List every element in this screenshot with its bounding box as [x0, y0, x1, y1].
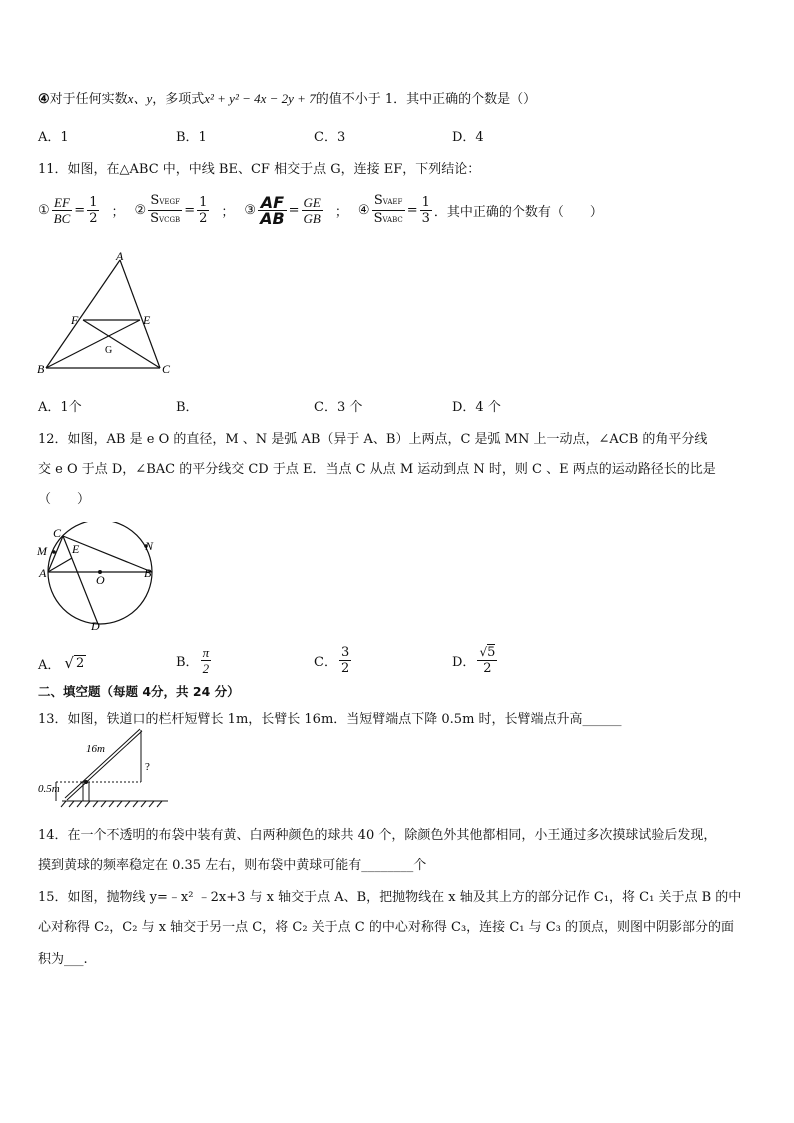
q10-option-d: D．4	[452, 130, 484, 145]
q12-option-c-frac: $\frac{3}{2}$	[340, 644, 350, 676]
bisector-ae	[48, 558, 72, 572]
q11-tail: ．其中正确的个数有（ ）	[433, 204, 603, 220]
point-m	[52, 550, 56, 554]
label-e: E	[143, 313, 151, 327]
chord-ca	[48, 536, 63, 572]
label-n: N	[145, 539, 154, 553]
label-d: D	[91, 619, 100, 633]
q10-option-b: B．1	[176, 130, 207, 145]
q11-c1-mark: ①	[38, 202, 50, 218]
q10-option-a: A．1	[38, 130, 69, 145]
q12-option-a	[38, 648, 86, 678]
bar-top	[67, 731, 142, 800]
label-a: A	[116, 249, 124, 263]
q11-option-c: C．3 个	[314, 400, 363, 415]
q10-stmt4-poly: x² + y² − 4x − 2y + 7	[204, 91, 316, 106]
q11-c4-frac: $\frac{\text{SVAEF}}{\text{SVABC}}$	[373, 192, 403, 226]
q11-stem: 11．如图，在△ABC 中，中线 BE、CF 相交于点 G，连接 EF，下列结论：	[38, 162, 481, 177]
label-f: F	[71, 313, 79, 327]
q11-c3-frac: $\frac{AF}{AB}$	[260, 192, 285, 228]
q12-circle-figure	[34, 522, 174, 634]
label-0-5m: 0.5m	[38, 783, 60, 795]
q15-line-3: 积为___.	[38, 952, 88, 967]
q14-line-1: 14．在一个不透明的布袋中装有黄、白两种颜色的球共 40 个，除颜色外其他都相同，小王通过多次摸球试验后发现，	[38, 828, 717, 843]
q11-option-d: D．4 个	[452, 400, 501, 415]
median-be	[46, 320, 140, 368]
median-cf	[83, 320, 160, 368]
q11-option-a: A．1个	[38, 400, 82, 415]
q12-option-c-label: C．	[314, 654, 337, 670]
q11-c2-ratio: $\frac{1}{2}$	[199, 194, 208, 226]
q10-stmt4-number: ④	[38, 92, 50, 107]
section-2-heading: 二、填空题（每题 4分，共 24 分）	[38, 684, 240, 699]
q12-option-d-frac: $\frac{√5}{2}$	[479, 644, 496, 676]
q11-sep-1: ；	[111, 204, 125, 220]
q12-option-b	[176, 640, 213, 680]
q11-sep-2: ；	[221, 204, 235, 220]
q15-line-2: 心对称得 C₂，C₂ 与 x 轴交于另一点 C，将 C₂ 关于点 C 的中心对称得 C₃，连接 C₁ 与 C₃ 的顶点，则图中阴影部分的面	[38, 920, 735, 935]
q11-c3-ratio: $\frac{GE}{GB}$	[303, 194, 321, 226]
q10-stmt4-pre: 对于任何实数	[49, 92, 128, 107]
label-b: B	[37, 362, 45, 376]
label-e: E	[72, 542, 80, 556]
q10-stmt4-post: 的值不小于 1．其中正确的个数是（）	[315, 92, 537, 107]
label-b: B	[144, 566, 152, 580]
q10-stmt4-mid: ，多项式	[152, 92, 205, 107]
q12-line-1: 12．如图，AB 是 e O 的直径，M 、N 是弧 AB（异于 A、B）上两点，C 是弧 MN 上一动点，∠ACB 的角平分线	[38, 432, 708, 447]
q10-statement-4	[38, 88, 536, 107]
label-c: C	[53, 526, 62, 540]
q15-line-1: 15．如图，抛物线 y=﹣x² ﹣2x+3 与 x 轴交于点 A、B，把抛物线在 x 轴及其上方的部分记作 C₁，将 C₁ 关于点 B 的中	[38, 890, 742, 905]
label-question: ?	[145, 761, 150, 773]
q11-conclusions: ① $\frac{EF}{BC}$ = $\frac{1}{2}$ ； ② $\frac{\text{SVEGF}}{\text{SVCGB}}$ = $\frac{1}{2}$ ； ③ $\frac{AF}{AB}$ = $\frac{GE}{GB}$ ； ④ $\frac{\text{SVAEF}}{\text{SVABC}}$ = $\frac{1}{3}$ ．其中正确的个数有（ ）	[38, 192, 603, 228]
label-c: C	[162, 362, 171, 376]
q14-line-2: 摸到黄球的频率稳定在 0.35 左右，则布袋中黄球可能有________个	[38, 858, 427, 873]
q11-c2-frac: $\frac{\text{SVEGF}}{\text{SVCGB}}$	[150, 192, 181, 226]
ground-hatch	[61, 801, 162, 807]
label-g: G	[105, 345, 113, 356]
label-o: O	[96, 573, 105, 587]
q11-c4-mark: ④	[357, 202, 370, 218]
q12-option-c	[314, 640, 353, 680]
sqrt-symbol: √	[64, 654, 74, 672]
q12-line-3: （ ）	[38, 492, 91, 507]
q12-option-a-label: A．	[38, 657, 61, 673]
q11-c3-mark: ③	[244, 202, 257, 218]
q12-option-d-label: D．	[452, 654, 476, 670]
q11-sep-3: ；	[334, 204, 348, 220]
label-a: A	[39, 566, 47, 580]
q11-c4-ratio: $\frac{1}{3}$	[421, 194, 430, 226]
q11-c1-frac: $\frac{EF}{BC}$	[53, 194, 71, 226]
q11-option-b: B．	[176, 400, 199, 415]
q12-line-2: 交 e O 于点 D，∠BAC 的平分线交 CD 于点 E．当点 C 从点 M 运动到点 N 时，则 C 、E 两点的运动路径长的比是	[38, 462, 716, 477]
q13-barrier-figure	[34, 728, 174, 814]
side-ac	[120, 260, 160, 368]
q10-option-c: C．3	[314, 130, 346, 145]
q12-option-a-value: 2	[75, 656, 85, 671]
pivot	[84, 780, 88, 784]
q12-option-d	[452, 640, 499, 680]
q12-option-b-label: B．	[176, 654, 199, 670]
q11-triangle-figure	[36, 248, 186, 382]
label-m: M	[37, 544, 47, 558]
bar-bottom	[65, 729, 140, 798]
q11-c2-mark: ②	[134, 202, 147, 218]
label-16m: 16m	[86, 743, 105, 755]
q11-c1-ratio: $\frac{1}{2}$	[89, 194, 98, 226]
q13-text: 13．如图，铁道口的栏杆短臂长 1m，长臂长 16m．当短臂端点下降 0.5m 时，长臂端点升高______	[38, 712, 622, 727]
q10-stmt4-vars: x、y	[127, 91, 153, 106]
q12-option-b-frac: $\frac{\pi}{2}$	[202, 644, 210, 676]
chord-cd	[63, 536, 98, 624]
